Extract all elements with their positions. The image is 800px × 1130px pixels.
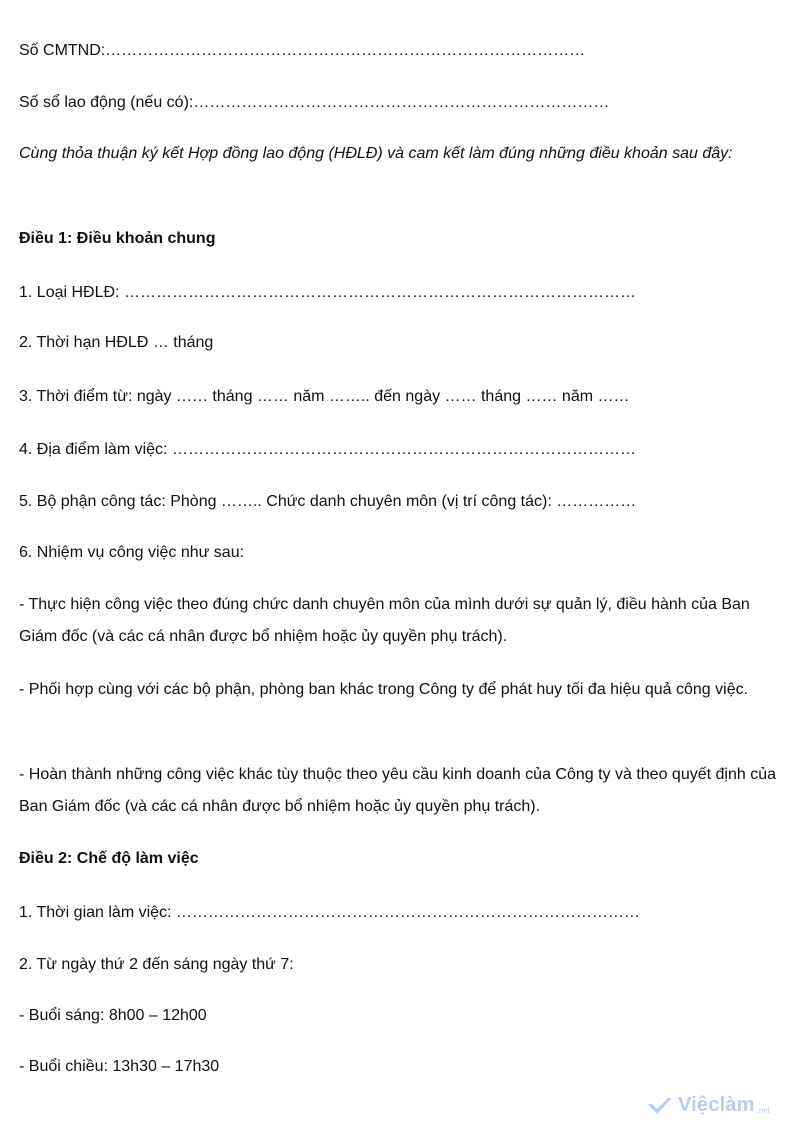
duty-item: - Hoàn thành những công việc khác tùy thuộc theo yêu cầu kinh doanh của Công ty và theo quyết định của Ban Giám đốc (và các cá nhân được bổ nhiệm hoặc ủy quyền phụ trách). — [19, 766, 776, 815]
id-card-line: Số CMTND:……………………………………………………………………………… — [19, 42, 586, 59]
department-line: 5. Bộ phận công tác: Phòng …….. Chức danh chuyên môn (vị trí công tác): …………… — [19, 493, 637, 510]
article-2-heading: Điều 2: Chế độ làm việc — [19, 850, 199, 867]
checkmark-logo-icon — [646, 1095, 674, 1117]
agreement-intro: Cùng thỏa thuận ký kết Hợp đồng lao động (HĐLĐ) và cam kết làm đúng những điều khoản sau đây: — [19, 145, 733, 162]
duty-item: - Thực hiện công việc theo đúng chức danh chuyên môn của mình dưới sự quản lý, điều hành của Ban Giám đốc (và các cá nhân được bổ nhiệm hoặc ủy quyền phụ trách). — [19, 596, 750, 645]
work-location-line: 4. Địa điểm làm việc: …………………………………………………………………………… — [19, 441, 636, 458]
morning-shift-line: - Buổi sáng: 8h00 – 12h00 — [19, 1007, 207, 1024]
article-1-heading: Điều 1: Điều khoản chung — [19, 230, 216, 247]
watermark-brand: Việclàm — [678, 1094, 755, 1116]
vieclam-watermark — [646, 1094, 770, 1117]
contract-term-line: 2. Thời hạn HĐLĐ … tháng — [19, 334, 214, 351]
labor-book-line: Số sổ lao động (nếu có):…………………………………………………………………… — [19, 94, 610, 111]
watermark-suffix: .net — [756, 1106, 770, 1115]
duty-item: - Phối hợp cùng với các bộ phận, phòng ban khác trong Công ty để phát huy tối đa hiệu quả công việc. — [19, 681, 749, 698]
working-time-line: 1. Thời gian làm việc: …………………………………………………………………………… — [19, 904, 640, 921]
afternoon-shift-line: - Buổi chiều: 13h30 – 17h30 — [19, 1058, 220, 1075]
work-days-line: 2. Từ ngày thứ 2 đến sáng ngày thứ 7: — [19, 956, 294, 973]
contract-period-line: 3. Thời điểm từ: ngày …… tháng …… năm …….. đến ngày …… tháng …… năm …… — [19, 388, 630, 405]
contract-type-line: 1. Loại HĐLĐ: …………………………………………………………………………………… — [19, 284, 636, 301]
duties-heading: 6. Nhiệm vụ công việc như sau: — [19, 544, 245, 561]
